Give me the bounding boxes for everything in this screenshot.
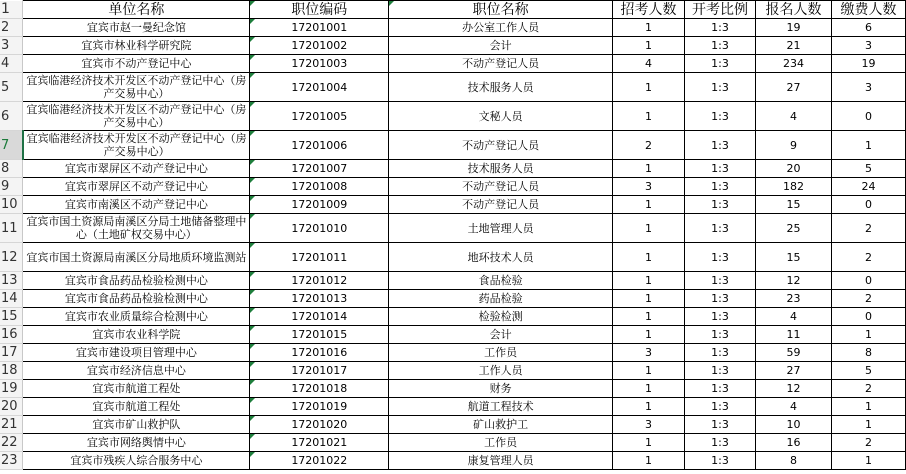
table-row — [0, 73, 906, 102]
cell-hire-count[interactable]: 1 — [613, 196, 685, 214]
cell-hire-count[interactable]: 4 — [613, 55, 685, 73]
table-row — [0, 55, 906, 73]
cell-position-name[interactable]: 不动产登记人员 — [389, 55, 613, 73]
cell-unit-name[interactable]: 宜宾市翠屏区不动产登记中心 — [23, 160, 250, 178]
cell-position-code[interactable]: 17201003 — [250, 55, 389, 73]
cell-exam-ratio[interactable]: 1:3 — [685, 380, 756, 398]
cell-paid-count[interactable]: 1 — [831, 398, 905, 416]
cell-applicant-count[interactable]: 27 — [756, 362, 832, 380]
row-header[interactable]: 3 — [0, 37, 23, 55]
table-row — [0, 398, 906, 416]
header-row — [0, 1, 906, 19]
table-row — [0, 344, 906, 362]
cell-position-name[interactable]: 矿山救护工 — [389, 416, 613, 434]
cell-hire-count[interactable]: 1 — [613, 102, 685, 131]
cell-paid-count[interactable]: 2 — [831, 380, 905, 398]
cell-exam-ratio[interactable]: 1:3 — [685, 214, 756, 243]
table-row — [0, 160, 906, 178]
cell-hire-count[interactable]: 1 — [613, 434, 685, 452]
cell-exam-ratio[interactable]: 1:3 — [685, 131, 756, 160]
cell-exam-ratio[interactable]: 1:3 — [685, 73, 756, 102]
cell-paid-count[interactable]: 0 — [831, 308, 905, 326]
cell-position-name[interactable]: 不动产登记人员 — [389, 196, 613, 214]
cell-unit-name[interactable]: 宜宾临港经济技术开发区不动产登记中心（房产交易中心） — [23, 102, 250, 131]
cell-position-name[interactable]: 办公室工作人员 — [389, 19, 613, 37]
cell-unit-name[interactable]: 宜宾市林业科学研究院 — [23, 37, 250, 55]
cell-applicant-count[interactable]: 20 — [756, 160, 832, 178]
cell-exam-ratio[interactable]: 1:3 — [685, 452, 756, 470]
cell-unit-name[interactable]: 宜宾市食品药品检验检测中心 — [23, 290, 250, 308]
cell-position-code[interactable]: 17201013 — [250, 290, 389, 308]
cell-paid-count[interactable]: 1 — [831, 131, 905, 160]
cell-position-code[interactable]: 17201012 — [250, 272, 389, 290]
cell-applicant-count[interactable]: 11 — [756, 326, 832, 344]
row-header[interactable]: 15 — [0, 308, 23, 326]
table-row — [0, 19, 906, 37]
cell-unit-name[interactable]: 宜宾临港经济技术开发区不动产登记中心（房产交易中心） — [23, 73, 250, 102]
cell-unit-name[interactable]: 宜宾市航道工程处 — [23, 398, 250, 416]
cell-hire-count[interactable]: 2 — [613, 131, 685, 160]
cell-applicant-count[interactable]: 23 — [756, 290, 832, 308]
cell-exam-ratio[interactable]: 1:3 — [685, 243, 756, 272]
cell-paid-count[interactable]: 3 — [831, 37, 905, 55]
cell-position-code[interactable]: 17201004 — [250, 73, 389, 102]
cell-applicant-count[interactable]: 12 — [756, 380, 832, 398]
cell-unit-name[interactable]: 宜宾市网络舆情中心 — [23, 434, 250, 452]
table-row — [0, 452, 906, 470]
cell-exam-ratio[interactable]: 1:3 — [685, 326, 756, 344]
cell-exam-ratio[interactable]: 1:3 — [685, 416, 756, 434]
cell-position-name[interactable]: 工作员 — [389, 344, 613, 362]
cell-hire-count[interactable]: 1 — [613, 398, 685, 416]
row-header[interactable]: 8 — [0, 160, 23, 178]
table-row — [0, 196, 906, 214]
col-header-ratio[interactable]: 开考比例 — [685, 1, 756, 19]
cell-paid-count[interactable]: 0 — [831, 272, 905, 290]
cell-position-name[interactable]: 文秘人员 — [389, 102, 613, 131]
table-row — [0, 362, 906, 380]
cell-position-code[interactable]: 17201015 — [250, 326, 389, 344]
row-header[interactable]: 11 — [0, 214, 23, 243]
cell-applicant-count[interactable]: 4 — [756, 102, 832, 131]
cell-paid-count[interactable]: 2 — [831, 434, 905, 452]
cell-unit-name[interactable]: 宜宾市矿山救护队 — [23, 416, 250, 434]
cell-applicant-count[interactable]: 15 — [756, 243, 832, 272]
cell-hire-count[interactable]: 1 — [613, 243, 685, 272]
cell-position-name[interactable]: 土地管理人员 — [389, 214, 613, 243]
row-header[interactable]: 9 — [0, 178, 23, 196]
cell-position-code[interactable]: 17201019 — [250, 398, 389, 416]
cell-position-code[interactable]: 17201005 — [250, 102, 389, 131]
cell-position-code[interactable]: 17201007 — [250, 160, 389, 178]
cell-exam-ratio[interactable]: 1:3 — [685, 398, 756, 416]
cell-paid-count[interactable]: 1 — [831, 416, 905, 434]
cell-applicant-count[interactable]: 15 — [756, 196, 832, 214]
cell-exam-ratio[interactable]: 1:3 — [685, 102, 756, 131]
cell-exam-ratio[interactable]: 1:3 — [685, 196, 756, 214]
cell-paid-count[interactable]: 2 — [831, 243, 905, 272]
table-row — [0, 178, 906, 196]
cell-position-name[interactable]: 技术服务人员 — [389, 73, 613, 102]
row-header[interactable]: 6 — [0, 102, 23, 131]
cell-position-name[interactable]: 工作人员 — [389, 362, 613, 380]
table-row — [0, 290, 906, 308]
cell-position-name[interactable]: 地环技术人员 — [389, 243, 613, 272]
cell-exam-ratio[interactable]: 1:3 — [685, 308, 756, 326]
cell-applicant-count[interactable]: 182 — [756, 178, 832, 196]
table-row — [0, 214, 906, 243]
cell-applicant-count[interactable]: 9 — [756, 131, 832, 160]
cell-hire-count[interactable]: 1 — [613, 326, 685, 344]
cell-exam-ratio[interactable]: 1:3 — [685, 19, 756, 37]
cell-unit-name[interactable]: 宜宾市赵一曼纪念馆 — [23, 19, 250, 37]
cell-position-name[interactable]: 财务 — [389, 380, 613, 398]
cell-position-code[interactable]: 17201008 — [250, 178, 389, 196]
row-header[interactable]: 16 — [0, 326, 23, 344]
cell-exam-ratio[interactable]: 1:3 — [685, 160, 756, 178]
table-row — [0, 37, 906, 55]
cell-paid-count[interactable]: 5 — [831, 362, 905, 380]
cell-hire-count[interactable]: 3 — [613, 416, 685, 434]
table-row — [0, 380, 906, 398]
cell-position-code[interactable]: 17201010 — [250, 214, 389, 243]
cell-hire-count[interactable]: 1 — [613, 160, 685, 178]
row-header[interactable]: 4 — [0, 55, 23, 73]
cell-unit-name[interactable]: 宜宾市国土资源局南溪区分局土地储备整理中心（土地矿权交易中心） — [23, 214, 250, 243]
cell-position-code[interactable]: 17201006 — [250, 131, 389, 160]
cell-hire-count[interactable]: 1 — [613, 37, 685, 55]
cell-position-code[interactable]: 17201011 — [250, 243, 389, 272]
row-header[interactable]: 20 — [0, 398, 23, 416]
cell-hire-count[interactable]: 1 — [613, 380, 685, 398]
cell-position-name[interactable]: 会计 — [389, 326, 613, 344]
cell-position-code[interactable]: 17201021 — [250, 434, 389, 452]
cell-applicant-count[interactable]: 19 — [756, 19, 832, 37]
cell-position-code[interactable]: 17201022 — [250, 452, 389, 470]
cell-paid-count[interactable]: 0 — [831, 102, 905, 131]
cell-hire-count[interactable]: 1 — [613, 308, 685, 326]
table-row — [0, 434, 906, 452]
cell-applicant-count[interactable]: 25 — [756, 214, 832, 243]
col-header-code[interactable]: 职位编码 — [250, 1, 389, 19]
table-row — [0, 326, 906, 344]
row-header[interactable]: 19 — [0, 380, 23, 398]
cell-paid-count[interactable]: 1 — [831, 326, 905, 344]
cell-position-name[interactable]: 技术服务人员 — [389, 160, 613, 178]
cell-hire-count[interactable]: 1 — [613, 73, 685, 102]
cell-unit-name[interactable]: 宜宾市农业科学院 — [23, 326, 250, 344]
cell-position-name[interactable]: 工作员 — [389, 434, 613, 452]
row-header[interactable]: 18 — [0, 362, 23, 380]
col-header-hire-count[interactable]: 招考人数 — [613, 1, 685, 19]
cell-unit-name[interactable]: 宜宾市国土资源局南溪区分局地质环境监测站 — [23, 243, 250, 272]
cell-exam-ratio[interactable]: 1:3 — [685, 37, 756, 55]
cell-unit-name[interactable]: 宜宾市不动产登记中心 — [23, 55, 250, 73]
row-header[interactable]: 5 — [0, 73, 23, 102]
cell-applicant-count[interactable]: 4 — [756, 398, 832, 416]
cell-hire-count[interactable]: 3 — [613, 344, 685, 362]
cell-position-code[interactable]: 17201017 — [250, 362, 389, 380]
cell-position-name[interactable]: 不动产登记人员 — [389, 178, 613, 196]
cell-unit-name[interactable]: 宜宾市翠屏区不动产登记中心 — [23, 178, 250, 196]
col-header-unit[interactable]: 单位名称 — [23, 1, 250, 19]
cell-unit-name[interactable]: 宜宾市食品药品检验检测中心 — [23, 272, 250, 290]
cell-paid-count[interactable]: 1 — [831, 452, 905, 470]
cell-exam-ratio[interactable]: 1:3 — [685, 272, 756, 290]
cell-exam-ratio[interactable]: 1:3 — [685, 362, 756, 380]
table-row — [0, 272, 906, 290]
row-header[interactable]: 1 — [0, 1, 23, 19]
cell-paid-count[interactable]: 5 — [831, 160, 905, 178]
cell-position-code[interactable]: 17201018 — [250, 380, 389, 398]
cell-unit-name[interactable]: 宜宾市经济信息中心 — [23, 362, 250, 380]
cell-paid-count[interactable]: 6 — [831, 19, 905, 37]
row-header[interactable]: 17 — [0, 344, 23, 362]
row-header[interactable]: 13 — [0, 272, 23, 290]
row-header[interactable]: 14 — [0, 290, 23, 308]
cell-paid-count[interactable]: 0 — [831, 196, 905, 214]
cell-paid-count[interactable]: 24 — [831, 178, 905, 196]
cell-applicant-count[interactable]: 234 — [756, 55, 832, 73]
cell-position-name[interactable]: 药品检验 — [389, 290, 613, 308]
col-header-paid[interactable]: 缴费人数 — [831, 1, 905, 19]
cell-position-code[interactable]: 17201002 — [250, 37, 389, 55]
cell-position-code[interactable]: 17201014 — [250, 308, 389, 326]
cell-position-name[interactable]: 会计 — [389, 37, 613, 55]
row-header[interactable]: 12 — [0, 243, 23, 272]
cell-position-name[interactable]: 不动产登记人员 — [389, 131, 613, 160]
cell-applicant-count[interactable]: 12 — [756, 272, 832, 290]
cell-paid-count[interactable]: 2 — [831, 290, 905, 308]
cell-applicant-count[interactable]: 16 — [756, 434, 832, 452]
cell-position-name[interactable]: 食品检验 — [389, 272, 613, 290]
cell-unit-name[interactable]: 宜宾市残疾人综合服务中心 — [23, 452, 250, 470]
row-header[interactable]: 21 — [0, 416, 23, 434]
cell-applicant-count[interactable]: 10 — [756, 416, 832, 434]
col-header-position[interactable]: 职位名称 — [389, 1, 613, 19]
cell-unit-name[interactable]: 宜宾市南溪区不动产登记中心 — [23, 196, 250, 214]
cell-hire-count[interactable]: 1 — [613, 19, 685, 37]
table-row — [0, 131, 906, 160]
cell-hire-count[interactable]: 1 — [613, 290, 685, 308]
col-header-applicants[interactable]: 报名人数 — [756, 1, 832, 19]
cell-applicant-count[interactable]: 4 — [756, 308, 832, 326]
cell-applicant-count[interactable]: 27 — [756, 73, 832, 102]
cell-exam-ratio[interactable]: 1:3 — [685, 344, 756, 362]
cell-position-code[interactable]: 17201020 — [250, 416, 389, 434]
cell-hire-count[interactable]: 3 — [613, 178, 685, 196]
cell-exam-ratio[interactable]: 1:3 — [685, 434, 756, 452]
row-header[interactable]: 7 — [0, 131, 23, 160]
cell-paid-count[interactable]: 8 — [831, 344, 905, 362]
cell-paid-count[interactable]: 19 — [831, 55, 905, 73]
cell-exam-ratio[interactable]: 1:3 — [685, 55, 756, 73]
table-row — [0, 102, 906, 131]
cell-position-code[interactable]: 17201009 — [250, 196, 389, 214]
cell-applicant-count[interactable]: 21 — [756, 37, 832, 55]
cell-hire-count[interactable]: 1 — [613, 272, 685, 290]
table-row — [0, 243, 906, 272]
cell-unit-name[interactable]: 宜宾市建设项目管理中心 — [23, 344, 250, 362]
cell-unit-name[interactable]: 宜宾临港经济技术开发区不动产登记中心（房产交易中心） — [23, 131, 250, 160]
cell-unit-name[interactable]: 宜宾市航道工程处 — [23, 380, 250, 398]
row-header[interactable]: 10 — [0, 196, 23, 214]
cell-unit-name[interactable]: 宜宾市农业质量综合检测中心 — [23, 308, 250, 326]
cell-exam-ratio[interactable]: 1:3 — [685, 178, 756, 196]
cell-hire-count[interactable]: 1 — [613, 452, 685, 470]
table-row — [0, 308, 906, 326]
row-header[interactable]: 22 — [0, 434, 23, 452]
cell-position-name[interactable]: 康复管理人员 — [389, 452, 613, 470]
cell-position-code[interactable]: 17201016 — [250, 344, 389, 362]
cell-exam-ratio[interactable]: 1:3 — [685, 290, 756, 308]
cell-applicant-count[interactable]: 59 — [756, 344, 832, 362]
row-header[interactable]: 23 — [0, 452, 23, 470]
cell-position-code[interactable]: 17201001 — [250, 19, 389, 37]
cell-hire-count[interactable]: 1 — [613, 362, 685, 380]
cell-paid-count[interactable]: 2 — [831, 214, 905, 243]
cell-applicant-count[interactable]: 8 — [756, 452, 832, 470]
row-header[interactable]: 2 — [0, 19, 23, 37]
cell-position-name[interactable]: 航道工程技术 — [389, 398, 613, 416]
cell-position-name[interactable]: 检验检测 — [389, 308, 613, 326]
table-row — [0, 416, 906, 434]
cell-hire-count[interactable]: 1 — [613, 214, 685, 243]
cell-paid-count[interactable]: 3 — [831, 73, 905, 102]
